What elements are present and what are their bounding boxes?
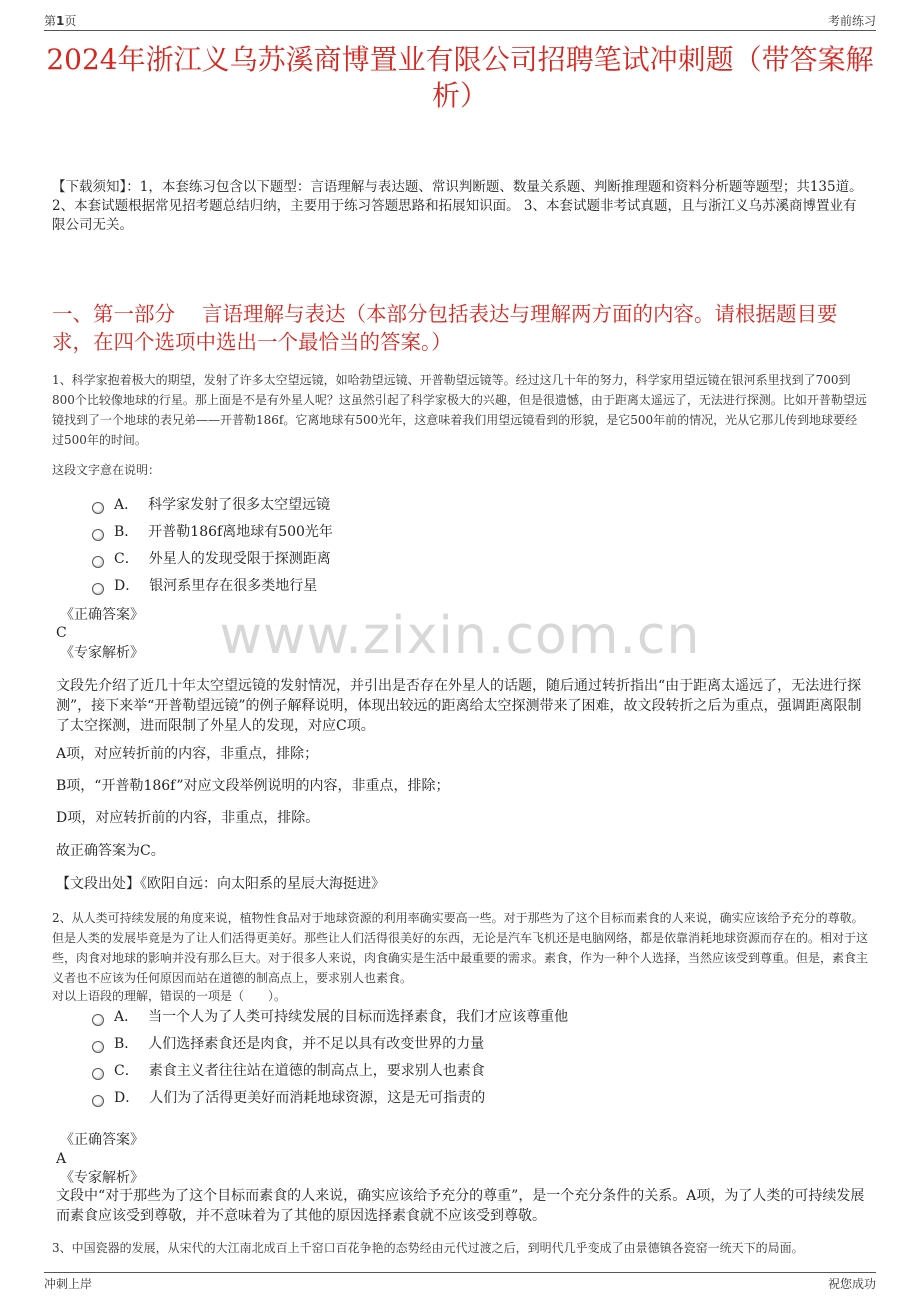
q2-option-c[interactable]: C． 素食主义者往往站在道德的制高点上，要求别人也素食 (92, 1061, 485, 1081)
watermark: www.zixin.com.cn (219, 606, 701, 666)
header-label: 考前练习 (827, 14, 876, 28)
question-2-prompt: 对以上语段的理解，错误的一项是（ ）。 (52, 989, 287, 1003)
radio-icon[interactable] (92, 583, 104, 595)
q1-explanation-2: A项，对应转折前的内容，非重点，排除； (56, 746, 319, 762)
footer-right-label: 祝您成功 (827, 1277, 876, 1291)
question-1-stem: 1、科学家抱着极大的期望，发射了许多太空望远镜，如哈勃望远镜、开普勒望远镜等。经过这几十年的努力，科学家用望远镜在银河系里找到了700到800个比较像地球的行星。那上面是不是有外星人呢？这虽然引起了科学家极大的兴趣，但是很遗憾，由于距离太遥远了，无法进行探测。比如开普勒望远镜找到了一个地球的表兄弟——开普勒186f。它离地球有500光年，这意味着我们用望远镜看到的形貌，是它500年前的情况，光从它那儿传到地球要经过500年的时间。 (52, 373, 867, 447)
q2-option-a[interactable]: A． 当一个人为了人类可持续发展的目标而选择素食，我们才应该尊重他 (92, 1007, 568, 1027)
q1-explanation-4: D项，对应转折前的内容，非重点，排除。 (56, 810, 320, 826)
page-footer (44, 1272, 876, 1293)
page-number: 第1页 (44, 14, 77, 28)
q2-explanation-1: 文段中“对于那些为了这个目标而素食的人来说，确实应该给予充分的尊重”，是一个充分条件的关系。A项，为了人类的可持续发展而素食应该受到尊敬，并不意味着为了其他的原因选择素食就不应该受到尊敬。 (56, 1188, 865, 1224)
document-title: 2024年浙江义乌苏溪商博置业有限公司招聘笔试冲刺题（带答案解析） (46, 43, 874, 112)
question-1-prompt: 这段文字意在说明： (52, 463, 161, 477)
q1-answer: C (56, 625, 67, 641)
q1-expert-label: 《专家解析》 (60, 645, 144, 661)
q1-explanation-3: B项，“开普勒186f”对应文段举例说明的内容，非重点，排除； (56, 778, 450, 794)
q1-option-a[interactable]: A． 科学家发射了很多太空望远镜 (92, 495, 330, 515)
q1-explanation-5: 故正确答案为C。 (56, 843, 165, 859)
radio-icon[interactable] (92, 1095, 104, 1107)
download-notice: 【下载须知】：1，本套练习包含以下题型：言语理解与表达题、常识判断题、数量关系题、判断推理题和资料分析题等题型；共135道。 2、本套试题根据常见招考题总结归纳，主要用于练习答题思路和拓展知识面。 3、本套试题非考试真题，且与浙江义乌苏溪商博置业有限公司无关。 (52, 179, 863, 233)
q1-answer-label: 《正确答案》 (60, 607, 144, 623)
radio-icon[interactable] (92, 1014, 104, 1026)
radio-icon[interactable] (92, 1068, 104, 1080)
radio-icon[interactable] (92, 529, 104, 541)
q1-source: 【文段出处】《欧阳自远：向太阳系的星辰大海挺进》 (56, 876, 385, 892)
q1-option-c[interactable]: C． 外星人的发现受限于探测距离 (92, 549, 331, 569)
radio-icon[interactable] (92, 502, 104, 514)
q2-option-b[interactable]: B． 人们选择素食还是肉食，并不足以具有改变世界的力量 (92, 1034, 484, 1054)
q2-expert-label: 《专家解析》 (60, 1170, 144, 1186)
q2-answer: A (56, 1151, 67, 1167)
q2-answer-label: 《正确答案》 (60, 1132, 144, 1148)
q1-option-d[interactable]: D． 银河系里存在很多类地行星 (92, 576, 317, 596)
q2-option-d[interactable]: D． 人们为了活得更美好而消耗地球资源，这是无可指责的 (92, 1088, 485, 1108)
q1-explanation-1: 文段先介绍了近几十年太空望远镜的发射情况，并引出是否存在外星人的话题，随后通过转折指出“由于距离太遥远了，无法进行探测”，接下来举“开普勒望远镜”的例子解释说明，体现出较远的距离给太空探测带来了困难，故文段转折之后为重点，强调距离限制了太空探测，进而限制了外星人的发现，对应C项。 (56, 678, 862, 734)
footer-left-label: 冲刺上岸 (44, 1277, 93, 1291)
q1-option-b[interactable]: B． 开普勒186f离地球有500光年 (92, 522, 333, 542)
section-heading: 一、第一部分 言语理解与表达（本部分包括表达与理解两方面的内容。请根据题目要求，在四个选项中选出一个最恰当的答案。） (52, 302, 838, 354)
radio-icon[interactable] (92, 556, 104, 568)
question-2-stem: 2、从人类可持续发展的角度来说，植物性食品对于地球资源的利用率确实要高一些。对于那些为了这个目标而素食的人来说，确实应该给予充分的尊敬。但是人类的发展毕竟是为了让人们活得更美好。那些让人们活得很美好的东西，无论是汽车飞机还是电脑网络，都是依靠消耗地球资源而存在的。相对于这些，肉食对地球的影响并没有那么巨大。对于很多人来说，肉食确实是生活中最重要的需求。素食，作为一种个人选择，当然应该受到尊重。但是，素食主义者也不应该为任何原因而站在道德的制高点上，要求别人也素食。 (52, 911, 869, 985)
radio-icon[interactable] (92, 1041, 104, 1053)
question-3-stem: 3、中国瓷器的发展，从宋代的大江南北成百上千窑口百花争艳的态势经由元代过渡之后，到明代几乎变成了由景德镇各瓷窑一统天下的局面。 (52, 1241, 804, 1255)
page-header (44, 12, 876, 31)
